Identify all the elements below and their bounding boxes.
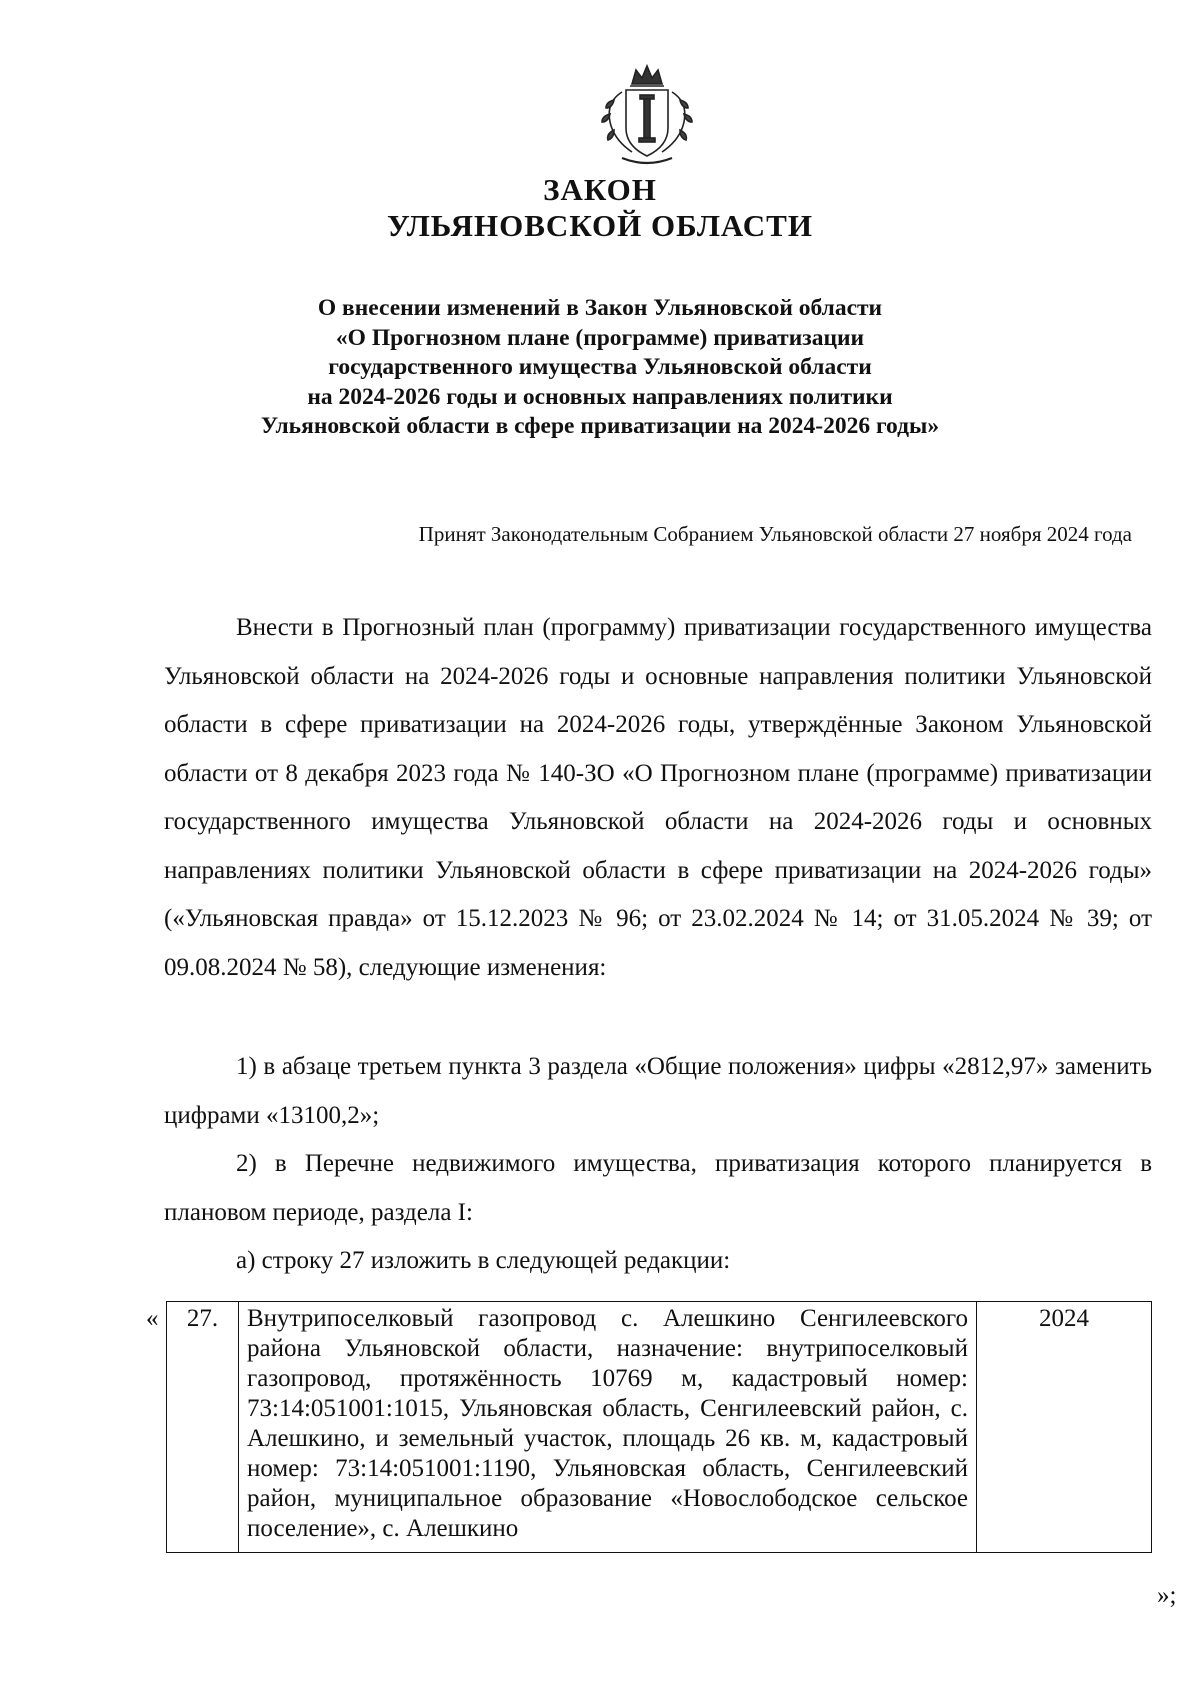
- law-subject-line: Ульяновской области в сфере приватизации на 2024-2026 годы»: [260, 413, 940, 439]
- table-row: [167, 1302, 1152, 1553]
- document-title: ЗАКОН: [543, 172, 657, 207]
- document-title-region: УЛЬЯНОВСКОЙ ОБЛАСТИ: [387, 208, 813, 243]
- coat-of-arms-icon: [592, 62, 702, 170]
- law-subject-line: «О Прогнозном плане (программе) приватизации: [335, 324, 865, 351]
- row-number: 27.: [167, 1302, 239, 1553]
- main-paragraph: Внести в Прогнозный план (программу) приватизации государственного имущества Ульяновской области на 2024-2026 годы и основные направления политики Ульяновской области в сфере приватизации на 2024-2026 годы, утверждённые Законом Ульяновской области от 8 декабря 2023 года № 140-ЗО «О Прогнозном плане (программе) приватизации государственного имущества Ульяновской области на 2024-2026 годы и основных направлениях политики Ульяновской области в сфере приватизации на 2024-2026 годы» («Ульяновская правда» от 15.12.2023 № 96; от 23.02.2024 № 14; от 31.05.2024 № 39; от 09.08.2024 № 58), следующие изменения:: [164, 614, 1152, 981]
- row-description: Внутрипоселковый газопровод с. Алешкино Сенгилеевского района Ульяновской области, назначение: внутрипоселковый газопровод, протяжённость 10769 м, кадастровый номер: 73:14:051001:1015, Ульяновская область, Сенгилеевский район, с. Алешкино, и земельный участок, площадь 26 кв. м, кадастровый номер: 73:14:051001:1190, Ульяновская область, Сенгилеевский район, муниципальное образование «Новослободское сельское поселение», с. Алешкино: [239, 1302, 977, 1553]
- amendment-item-2a: а) строку 27 изложить в следующей редакции:: [236, 1247, 731, 1274]
- law-subject-line: О внесении изменений в Закон Ульяновской области: [317, 295, 883, 321]
- law-subject-line: на 2024-2026 годы и основных направлениях политики: [307, 383, 893, 410]
- row-year: 2024: [977, 1302, 1152, 1553]
- law-subject: [0, 294, 1200, 442]
- quote-close-mark: »;: [1157, 1582, 1177, 1609]
- adoption-note: Принят Законодательным Собранием Ульяновской области 27 ноября 2024 года: [418, 522, 1132, 546]
- law-subject-line: государственного имущества Ульяновской области: [328, 354, 872, 380]
- amendment-item-1: 1) в абзаце третьем пункта 3 раздела «Общие положения» цифры «2812,97» заменить цифрами «13100,2»;: [164, 1053, 1152, 1129]
- amendment-item-2: 2) в Перечне недвижимого имущества, приватизация которого планируется в плановом периоде, раздела I:: [164, 1150, 1152, 1226]
- property-table: [166, 1301, 1152, 1553]
- quote-open-mark: «: [146, 1305, 159, 1332]
